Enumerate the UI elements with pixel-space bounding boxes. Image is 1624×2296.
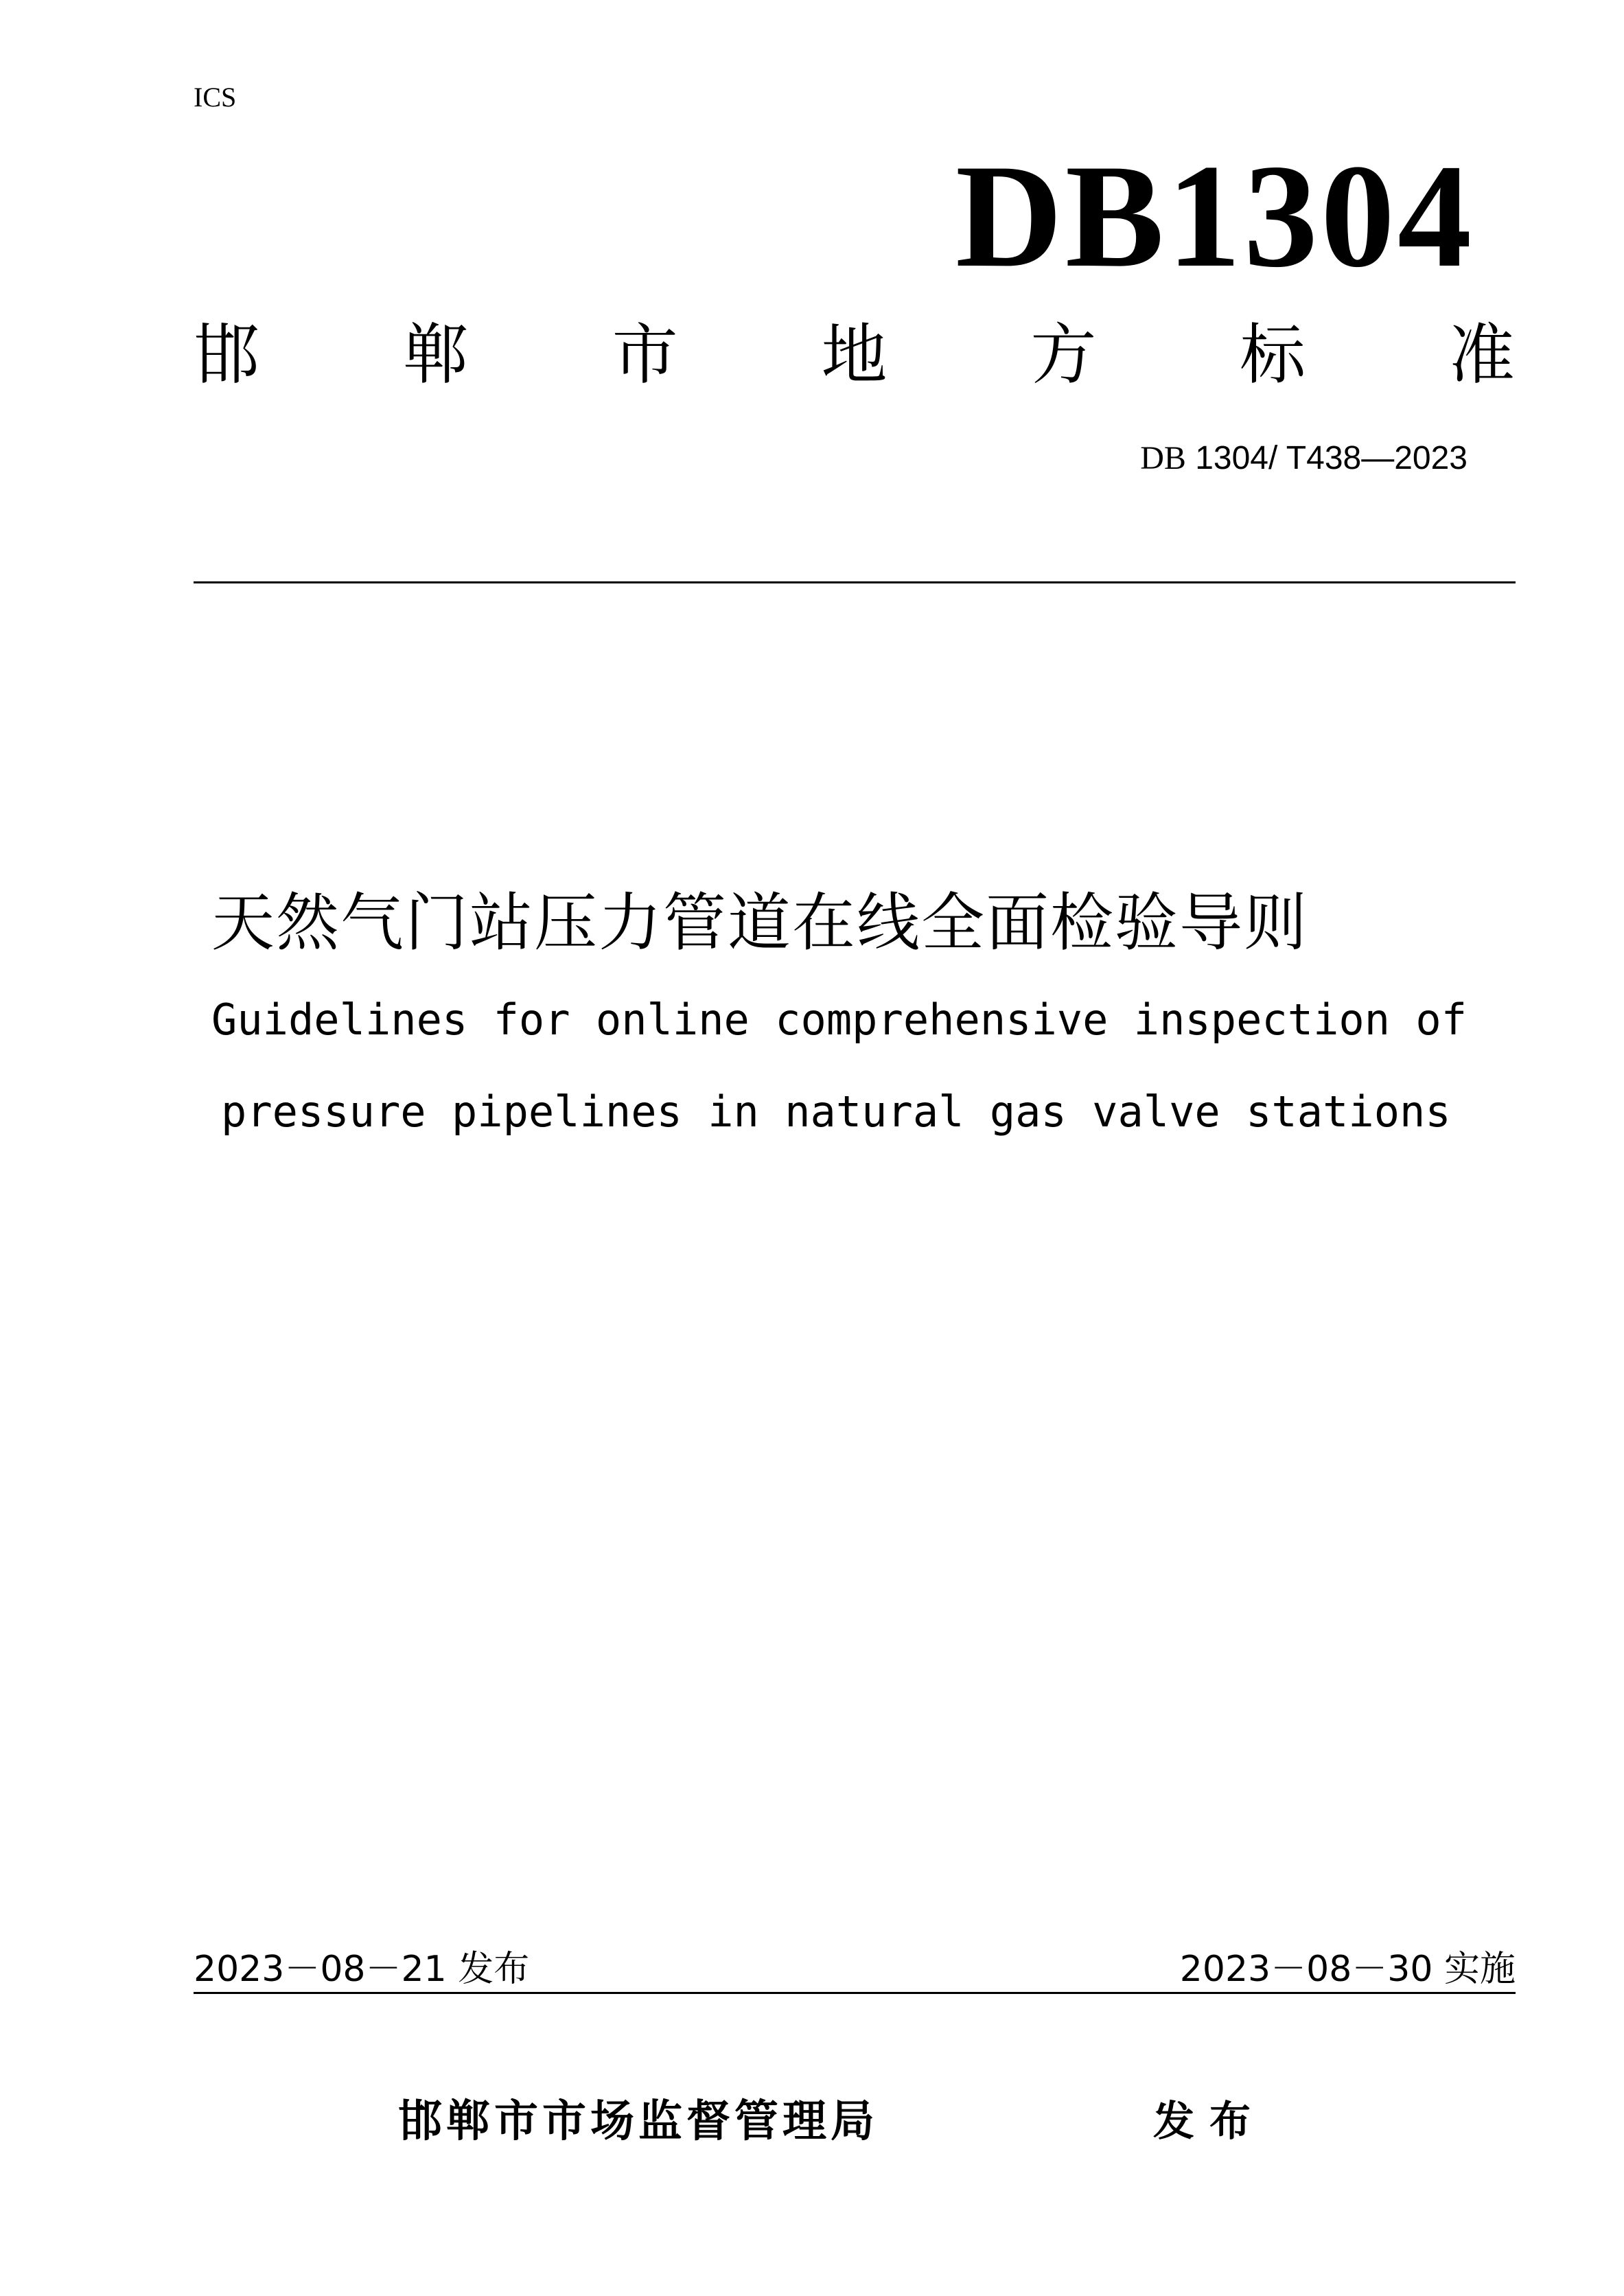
footer-divider bbox=[194, 1992, 1516, 1994]
standard-number-value: 1304/ T438—2023 bbox=[1195, 440, 1468, 476]
standard-type-char: 郸 bbox=[402, 316, 469, 393]
document-title-chinese: 天然气门站压力管道在线全面检验导则 bbox=[211, 886, 1309, 960]
ics-label: ICS bbox=[194, 82, 237, 113]
publisher-name: 邯郸市市场监督管理局 bbox=[398, 2096, 879, 2147]
standard-number bbox=[1140, 439, 1468, 478]
standard-type-heading bbox=[194, 317, 1515, 393]
standard-type-char: 标 bbox=[1240, 316, 1306, 393]
publish-date: 2023－08－21 发布 bbox=[194, 1949, 530, 1990]
standard-type-char: 地 bbox=[821, 316, 888, 393]
document-title-english-line1: Guidelines for online comprehensive inspection of bbox=[211, 995, 1468, 1045]
standard-type-char: 市 bbox=[612, 316, 678, 393]
effective-date: 2023－08－30 实施 bbox=[1179, 1949, 1516, 1990]
standard-type-char: 准 bbox=[1448, 316, 1515, 393]
standard-code: DB1304 bbox=[955, 134, 1474, 298]
standard-type-char: 方 bbox=[1030, 316, 1097, 393]
publish-label: 发布 bbox=[1153, 2098, 1266, 2146]
standard-type-char: 邯 bbox=[194, 316, 259, 393]
standard-number-prefix: DB bbox=[1140, 440, 1186, 476]
document-title-english-line2: pressure pipelines in natural gas valve stations bbox=[221, 1087, 1451, 1137]
header-divider bbox=[194, 581, 1516, 583]
